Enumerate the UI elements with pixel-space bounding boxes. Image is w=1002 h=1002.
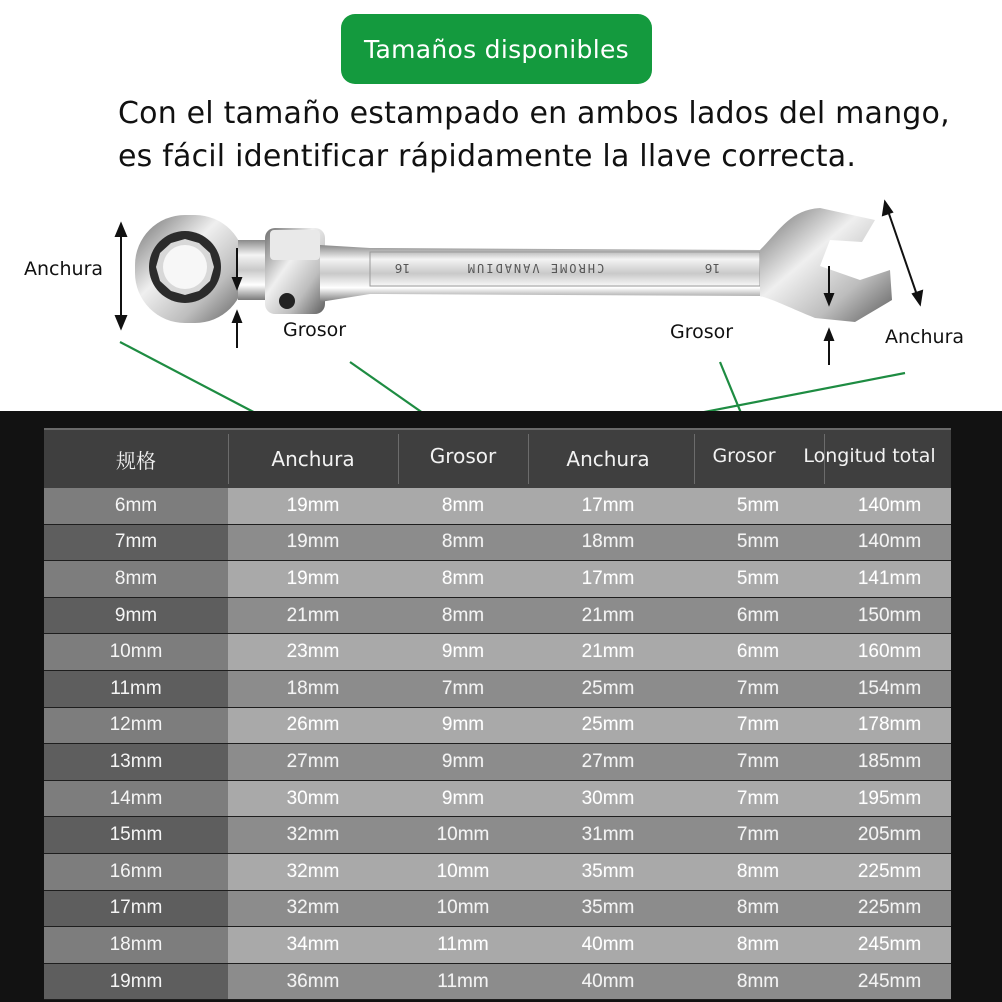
cell-longitud-total: 195mm — [828, 781, 951, 817]
table-row — [44, 781, 951, 818]
cell-spec: 19mm — [44, 964, 228, 1000]
table-row — [44, 964, 951, 1001]
open-end-head — [760, 208, 892, 322]
cell-anchura-open: 27mm — [528, 744, 688, 780]
cell-grosor-ring: 10mm — [398, 817, 528, 853]
cell-anchura-open: 40mm — [528, 964, 688, 1000]
cell-anchura-ring: 19mm — [228, 488, 398, 524]
cell-grosor-open: 5mm — [688, 488, 828, 524]
table-row — [44, 634, 951, 671]
header-grosor-open: Grosor — [712, 445, 776, 467]
cell-anchura-open: 35mm — [528, 891, 688, 927]
cell-grosor-open: 5mm — [688, 525, 828, 561]
cell-grosor-ring: 8mm — [398, 598, 528, 634]
header-anchura-ring: Anchura — [271, 447, 355, 471]
cell-grosor-open: 7mm — [688, 744, 828, 780]
cell-spec: 9mm — [44, 598, 228, 634]
cell-grosor-ring: 8mm — [398, 525, 528, 561]
cell-spec: 13mm — [44, 744, 228, 780]
wrench-diagram — [0, 190, 1002, 412]
cell-anchura-ring: 19mm — [228, 561, 398, 597]
cell-longitud-total: 178mm — [828, 708, 951, 744]
cell-longitud-total: 245mm — [828, 964, 951, 1000]
cell-anchura-open: 18mm — [528, 525, 688, 561]
table-row — [44, 891, 951, 928]
intro-text — [118, 92, 998, 178]
cell-longitud-total: 185mm — [828, 744, 951, 780]
cell-anchura-open: 25mm — [528, 671, 688, 707]
cell-grosor-open: 7mm — [688, 708, 828, 744]
table-row — [44, 708, 951, 745]
cell-grosor-open: 7mm — [688, 781, 828, 817]
cell-spec: 11mm — [44, 671, 228, 707]
stamp-size-right: 16 — [704, 261, 720, 275]
cell-anchura-open: 17mm — [528, 488, 688, 524]
cell-anchura-ring: 21mm — [228, 598, 398, 634]
cell-grosor-ring: 7mm — [398, 671, 528, 707]
cell-anchura-ring: 32mm — [228, 854, 398, 890]
cell-longitud-total: 150mm — [828, 598, 951, 634]
cell-anchura-ring: 23mm — [228, 634, 398, 670]
cell-longitud-total: 225mm — [828, 891, 951, 927]
cell-longitud-total: 225mm — [828, 854, 951, 890]
cell-grosor-ring: 11mm — [398, 927, 528, 963]
table-row — [44, 817, 951, 854]
cell-longitud-total: 160mm — [828, 634, 951, 670]
flex-hinge — [238, 228, 325, 314]
cell-anchura-open: 17mm — [528, 561, 688, 597]
cell-spec: 7mm — [44, 525, 228, 561]
cell-anchura-ring: 30mm — [228, 781, 398, 817]
intro-line-1: Con el tamaño estampado en ambos lados del mango, — [118, 96, 950, 131]
title-banner — [341, 14, 652, 84]
cell-spec: 10mm — [44, 634, 228, 670]
table-row — [44, 927, 951, 964]
stamp-size-left: 16 — [394, 261, 410, 275]
header-longitud-total: Longitud total — [803, 445, 936, 467]
cell-anchura-open: 21mm — [528, 598, 688, 634]
cell-anchura-ring: 34mm — [228, 927, 398, 963]
cell-longitud-total: 140mm — [828, 525, 951, 561]
cell-longitud-total: 141mm — [828, 561, 951, 597]
table-header — [44, 428, 951, 488]
cell-grosor-ring: 9mm — [398, 781, 528, 817]
wrench-illustration — [0, 190, 1002, 412]
cell-anchura-ring: 19mm — [228, 525, 398, 561]
label-grosor-left: Grosor — [283, 319, 347, 341]
cell-grosor-ring: 8mm — [398, 488, 528, 524]
cell-grosor-open: 6mm — [688, 598, 828, 634]
table-body — [44, 488, 951, 1000]
cell-grosor-ring: 10mm — [398, 891, 528, 927]
cell-grosor-open: 5mm — [688, 561, 828, 597]
cell-spec: 6mm — [44, 488, 228, 524]
cell-anchura-ring: 36mm — [228, 964, 398, 1000]
cell-longitud-total: 154mm — [828, 671, 951, 707]
cell-anchura-open: 25mm — [528, 708, 688, 744]
intro-line-2: es fácil identificar rápidamente la llave correcta. — [118, 139, 857, 174]
stamp-text: CHROME VANADIUM — [465, 261, 605, 275]
cell-anchura-ring: 32mm — [228, 891, 398, 927]
table-row — [44, 854, 951, 891]
cell-grosor-ring: 9mm — [398, 744, 528, 780]
cell-spec: 15mm — [44, 817, 228, 853]
cell-anchura-open: 40mm — [528, 927, 688, 963]
table-row — [44, 488, 951, 525]
header-grosor-ring: Grosor — [429, 444, 497, 468]
label-anchura-left: Anchura — [24, 258, 104, 280]
cell-grosor-ring: 10mm — [398, 854, 528, 890]
cell-grosor-open: 6mm — [688, 634, 828, 670]
cell-anchura-open: 31mm — [528, 817, 688, 853]
cell-grosor-ring: 9mm — [398, 708, 528, 744]
cell-grosor-open: 8mm — [688, 854, 828, 890]
cell-anchura-open: 35mm — [528, 854, 688, 890]
table-row — [44, 744, 951, 781]
table-row — [44, 598, 951, 635]
green-pointer-arrows — [120, 342, 905, 412]
cell-spec: 12mm — [44, 708, 228, 744]
cell-grosor-open: 8mm — [688, 891, 828, 927]
header-spec: 规格 — [116, 448, 156, 473]
cell-longitud-total: 140mm — [828, 488, 951, 524]
cell-grosor-open: 8mm — [688, 927, 828, 963]
label-anchura-right: Anchura — [885, 326, 965, 348]
table-row — [44, 561, 951, 598]
cell-grosor-ring: 9mm — [398, 634, 528, 670]
label-grosor-right: Grosor — [670, 321, 734, 343]
cell-spec: 8mm — [44, 561, 228, 597]
cell-grosor-open: 7mm — [688, 671, 828, 707]
cell-anchura-ring: 18mm — [228, 671, 398, 707]
cell-grosor-ring: 8mm — [398, 561, 528, 597]
cell-grosor-open: 7mm — [688, 817, 828, 853]
cell-spec: 16mm — [44, 854, 228, 890]
table-row — [44, 671, 951, 708]
ring-head — [135, 215, 245, 323]
cell-spec: 14mm — [44, 781, 228, 817]
header-anchura-open: Anchura — [566, 447, 650, 471]
banner-title: Tamaños disponibles — [364, 34, 629, 64]
wrench-handle — [320, 245, 770, 302]
cell-anchura-ring: 27mm — [228, 744, 398, 780]
cell-anchura-ring: 26mm — [228, 708, 398, 744]
cell-anchura-open: 30mm — [528, 781, 688, 817]
cell-anchura-ring: 32mm — [228, 817, 398, 853]
cell-longitud-total: 245mm — [828, 927, 951, 963]
table-row — [44, 525, 951, 562]
cell-grosor-open: 8mm — [688, 964, 828, 1000]
cell-anchura-open: 21mm — [528, 634, 688, 670]
cell-longitud-total: 205mm — [828, 817, 951, 853]
cell-grosor-ring: 11mm — [398, 964, 528, 1000]
cell-spec: 17mm — [44, 891, 228, 927]
cell-spec: 18mm — [44, 927, 228, 963]
